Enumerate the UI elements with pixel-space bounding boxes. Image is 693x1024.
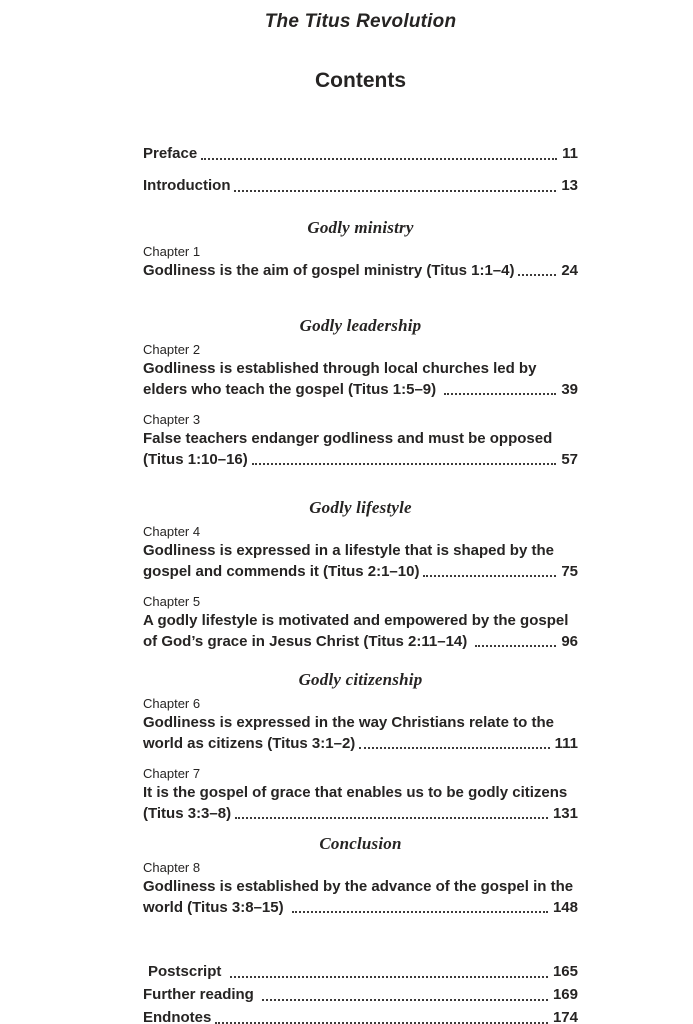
toc-entry-label: Further reading	[143, 986, 259, 1003]
page-number: 131	[552, 805, 578, 822]
page-number: 57	[561, 451, 578, 468]
section-heading: Godly lifestyle	[309, 498, 412, 517]
dot-leader	[230, 175, 558, 197]
section-heading: Godly leadership	[299, 316, 422, 335]
chapter-title-text: world as citizens (Titus 3:1–2)	[143, 735, 356, 752]
section-heading: Conclusion	[319, 834, 402, 853]
chapter-label: Chapter 7	[143, 766, 201, 781]
dot-leader	[226, 960, 550, 983]
chapter-label: Chapter 5	[143, 594, 201, 609]
toc-section	[143, 670, 578, 824]
dot-leader	[355, 733, 551, 754]
back-matter-entry	[143, 960, 578, 983]
page-number: 148	[552, 899, 578, 916]
toc-entry-label: Postscript	[148, 963, 226, 980]
chapter-entry	[143, 766, 578, 824]
chapter-title-line: False teachers endanger godliness and must be opposed	[143, 430, 553, 447]
page-number: 24	[561, 262, 578, 279]
chapter-title-line: Godliness is expressed in a lifestyle that is shaped by the	[143, 542, 554, 559]
chapter-title-last-line	[143, 449, 578, 470]
chapter-title-last-line	[143, 379, 578, 400]
chapter-label: Chapter 2	[143, 342, 201, 357]
chapter-title-last-line	[143, 561, 578, 582]
chapter-label: Chapter 3	[143, 412, 201, 427]
page-number: 11	[562, 145, 578, 162]
toc-sections	[143, 218, 578, 918]
chapter-title-last-line	[143, 631, 578, 652]
toc-section	[143, 834, 578, 918]
dot-leader	[514, 260, 558, 281]
chapter-title-text: world (Titus 3:8–15)	[143, 899, 288, 916]
chapter-title-line: Godliness is established through local churches led by	[143, 360, 537, 377]
chapter-label: Chapter 8	[143, 860, 201, 875]
chapter-entry	[143, 696, 578, 754]
page-number: 174	[552, 1009, 578, 1024]
chapter-entry	[143, 244, 578, 281]
chapter-title-text: (Titus 1:10–16)	[143, 451, 248, 468]
page-number: 169	[552, 986, 578, 1003]
dot-leader	[471, 631, 558, 652]
chapter-title-text: (Titus 3:3–8)	[143, 805, 232, 822]
dot-leader	[211, 1006, 550, 1024]
toc-section	[143, 498, 578, 652]
book-title: The Titus Revolution	[264, 11, 457, 32]
chapter-entry	[143, 524, 578, 582]
page-number: 165	[552, 963, 578, 980]
dot-leader	[248, 449, 559, 470]
chapter-title-text: Godliness is the aim of gospel ministry (Titus 1:1–4)	[143, 262, 515, 279]
dot-leader	[231, 803, 550, 824]
front-matter-entry	[143, 175, 578, 197]
back-matter-entry	[143, 983, 578, 1006]
chapter-title-last-line	[143, 733, 578, 754]
chapter-title-line: Godliness is established by the advance of the gospel in the	[143, 878, 574, 895]
chapter-title-line: It is the gospel of grace that enables us to be godly citizens	[143, 784, 568, 801]
dot-leader	[288, 897, 550, 918]
page-content	[143, 11, 578, 1024]
chapter-label: Chapter 1	[143, 244, 201, 259]
dot-leader	[258, 983, 550, 1006]
chapter-entry	[143, 342, 578, 400]
contents-heading: Contents	[315, 69, 406, 92]
page-number: 39	[561, 381, 578, 398]
chapter-title-text: elders who teach the gospel (Titus 1:5–9)	[143, 381, 441, 398]
front-matter-entry	[143, 143, 578, 165]
toc-section	[143, 218, 578, 281]
chapter-entry	[143, 412, 578, 470]
toc-entry-label: Endnotes	[143, 1009, 212, 1024]
chapter-title-line: A godly lifestyle is motivated and empowered by the gospel	[143, 612, 569, 629]
chapter-entry	[143, 860, 578, 918]
chapter-title-last-line	[143, 897, 578, 918]
dot-leader	[440, 379, 558, 400]
toc-section	[143, 316, 578, 470]
chapter-label: Chapter 6	[143, 696, 201, 711]
page-number: 111	[554, 735, 578, 752]
dot-leader	[419, 561, 558, 582]
chapter-title-last-line	[143, 803, 578, 824]
page-number: 13	[561, 177, 578, 194]
chapter-title-text: gospel and commends it (Titus 2:1–10)	[143, 563, 420, 580]
toc-entry-label: Introduction	[143, 177, 231, 194]
section-heading: Godly ministry	[307, 218, 414, 237]
chapter-title-text: of God’s grace in Jesus Christ (Titus 2:11–14)	[143, 633, 472, 650]
dot-leader	[197, 143, 559, 165]
chapter-title-last-line	[143, 260, 578, 281]
section-heading: Godly citizenship	[298, 670, 423, 689]
back-matter-list	[143, 960, 578, 1024]
chapter-title-line: Godliness is expressed in the way Christians relate to the	[143, 714, 554, 731]
page-number: 96	[561, 633, 578, 650]
page-number: 75	[561, 563, 578, 580]
toc-entry-label: Preface	[143, 145, 198, 162]
front-matter-list	[143, 143, 578, 197]
chapter-label: Chapter 4	[143, 524, 201, 539]
back-matter-entry	[143, 1006, 578, 1024]
chapter-entry	[143, 594, 578, 652]
